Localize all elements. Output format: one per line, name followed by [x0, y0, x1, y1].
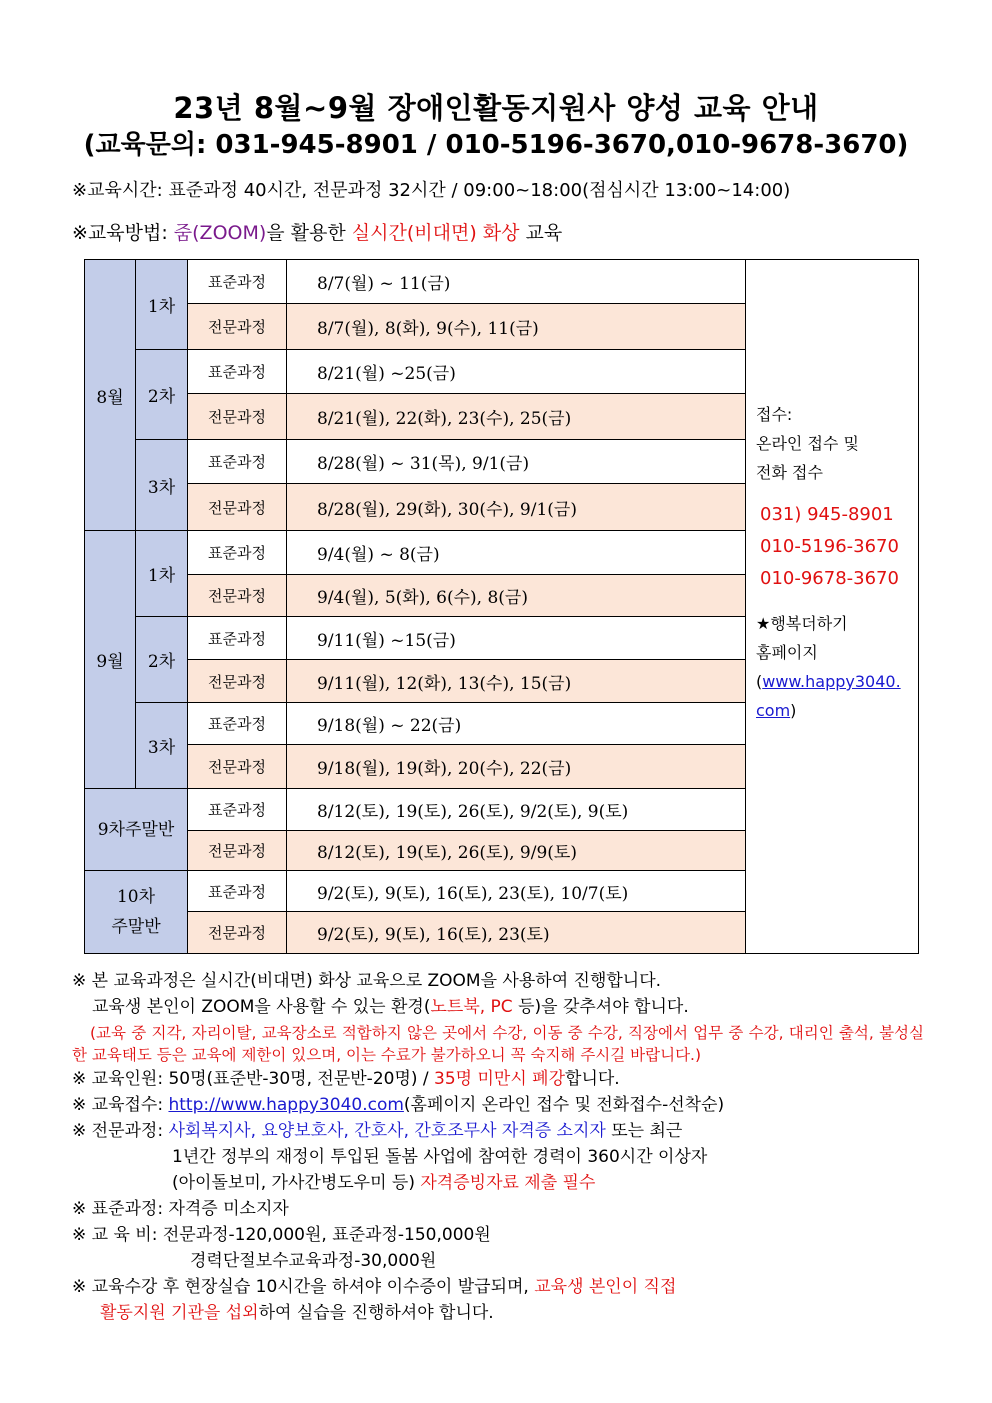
pro-course-line3: [72, 1170, 924, 1196]
round-cell: 1차: [136, 260, 188, 350]
apply-text: ※ 교육접수:: [72, 1095, 169, 1115]
contact-line3: 전화 접수: [756, 463, 823, 482]
inquiry-phones: (교육문의: 031-945-8901 / 010-5196-3670,010-9678-3670): [83, 130, 909, 160]
pro-line3-required: 자격증빙자료 제출 필수: [420, 1173, 596, 1193]
capacity-text: ※ 교육인원: 50명(표준반-30명, 전문반-20명) /: [72, 1069, 435, 1089]
notes-section: [72, 968, 924, 1326]
course-dates: 8/28(월) ~ 31(목), 9/1(금): [287, 440, 746, 484]
table-row: [85, 260, 919, 304]
method-zoom: 줌(ZOOM): [173, 222, 267, 244]
standard-course-note: ※ 표준과정: 자격증 미소지자: [72, 1199, 289, 1219]
month-cell: 9월: [85, 531, 136, 789]
page-title: 23년 8월~9월 장애인활동지원사 양성 교육 안내: [173, 91, 819, 125]
weekend-label-line2: 주말반: [111, 917, 161, 937]
practice-note: [72, 1274, 924, 1300]
month-cell: 8월: [85, 260, 136, 531]
capacity-end: 합니다.: [565, 1069, 620, 1089]
course-type: 표준과정: [188, 350, 287, 394]
course-dates: 8/12(토), 19(토), 26(토), 9/2(토), 9(토): [287, 789, 746, 831]
schedule-table: [84, 259, 919, 954]
contact-line1: 접수:: [756, 405, 793, 424]
course-dates: 9/2(토), 9(토), 16(토), 23(토): [287, 912, 746, 954]
zoom-note: ※ 본 교육과정은 실시간(비대면) 화상 교육으로 ZOOM을 사용하여 진행합니다.: [72, 971, 662, 991]
course-dates: 9/11(월), 12(화), 13(수), 15(금): [287, 660, 746, 703]
method-suffix: 교육: [519, 222, 563, 244]
contact-phone: 010-9678-3670: [760, 568, 899, 589]
education-time: ※교육시간: 표준과정 40시간, 전문과정 32시간 / 09:00~18:00(점심시간 13:00~14:00): [72, 180, 791, 201]
course-dates: 8/7(월), 8(화), 9(수), 11(금): [287, 304, 746, 350]
course-type: 전문과정: [188, 484, 287, 531]
homepage-line1: ★행복더하기: [756, 614, 848, 633]
course-type: 전문과정: [188, 575, 287, 617]
course-type: 전문과정: [188, 660, 287, 703]
course-dates: 9/4(월), 5(화), 6(수), 8(금): [287, 575, 746, 617]
course-dates: 8/21(월), 22(화), 23(수), 25(금): [287, 394, 746, 440]
course-dates: 8/7(월) ~ 11(금): [287, 260, 746, 304]
practice-line2-red: 활동지원 기관을 섭외: [100, 1303, 259, 1323]
course-type: 표준과정: [188, 440, 287, 484]
apply-url-link[interactable]: http://www.happy3040.com: [168, 1095, 404, 1115]
course-type: 전문과정: [188, 394, 287, 440]
contact-phone: 031) 945-8901: [760, 504, 894, 525]
method-middle: 을 활용한: [266, 222, 352, 244]
round-cell: 2차: [136, 350, 188, 440]
method-realtime: 실시간(비대면) 화상: [351, 222, 520, 244]
zoom-requirement: [72, 994, 924, 1020]
fee-line1: ※ 교 육 비: 전문과정-120,000원, 표준과정-150,000원: [72, 1225, 491, 1245]
course-type: 표준과정: [188, 703, 287, 745]
course-type: 표준과정: [188, 260, 287, 304]
pro-course-line2: 1년간 정부의 재정이 투입된 돌봄 사업에 참여한 경력이 360시간 이상자: [172, 1147, 708, 1167]
fee-line2: 경력단절보수교육과정-30,000원: [190, 1251, 437, 1271]
pro-text: ※ 전문과정:: [72, 1121, 169, 1141]
contact-cell: [746, 260, 919, 954]
pro-end: 또는 최근: [605, 1121, 683, 1141]
homepage-link[interactable]: (www.happy3040.: [756, 672, 901, 691]
weekend-label-line1: 10차: [116, 887, 156, 907]
course-type: 전문과정: [188, 304, 287, 350]
course-dates: 8/21(월) ~25(금): [287, 350, 746, 394]
capacity-note: [72, 1066, 924, 1092]
course-dates: 9/18(월), 19(화), 20(수), 22(금): [287, 745, 746, 789]
course-dates: 8/28(월), 29(화), 30(수), 9/1(금): [287, 484, 746, 531]
homepage-link-end[interactable]: com): [756, 701, 797, 720]
homepage-line2: 홈페이지: [756, 643, 818, 662]
course-dates: 9/11(월) ~15(금): [287, 617, 746, 660]
homepage-url-2[interactable]: com: [756, 701, 791, 720]
education-method: [72, 218, 562, 245]
method-prefix: ※교육방법:: [72, 222, 174, 244]
practice-line2: [72, 1300, 924, 1326]
contact-line2: 온라인 접수 및: [756, 434, 859, 453]
course-dates: 8/12(토), 19(토), 26(토), 9/9(토): [287, 831, 746, 871]
pro-course-note: [72, 1118, 924, 1144]
practice-line2-end: 하여 실습을 진행하셔야 합니다.: [258, 1303, 494, 1323]
practice-text: ※ 교육수강 후 현장실습 10시간을 하셔야 이수증이 발급되며,: [72, 1277, 535, 1297]
capacity-cancel: 35명 미만시 폐강: [434, 1069, 566, 1089]
course-dates: 9/4(월) ~ 8(금): [287, 531, 746, 575]
course-type: 표준과정: [188, 871, 287, 912]
apply-end: (홈페이지 온라인 접수 및 전화접수-선착순): [403, 1095, 725, 1115]
course-dates: 9/2(토), 9(토), 16(토), 23(토), 10/7(토): [287, 871, 746, 912]
round-cell: 3차: [136, 440, 188, 531]
attendance-warning: (교육 중 지각, 자리이탈, 교육장소로 적합하지 않은 곳에서 수강, 이동 중 수강, 직장에서 업무 중 수강, 대리인 출석, 불성실한 교육태도 등은 교육에 제한이 있으며, 이는 수료가 불가하오니 꼭 숙지해 주시길 바랍니다.): [72, 1024, 924, 1064]
round-cell: 1차: [136, 531, 188, 617]
pro-line3-text: (아이돌보미, 가사간병도우미 등): [172, 1173, 421, 1193]
practice-red: 교육생 본인이 직접: [534, 1277, 677, 1297]
zoom-req-text: 교육생 본인이 ZOOM을 사용할 수 있는 환경(: [92, 997, 431, 1017]
zoom-req-end: 등)을 갖추셔야 합니다.: [512, 997, 689, 1017]
weekend-label: [85, 871, 188, 954]
course-type: 표준과정: [188, 617, 287, 660]
homepage-url-1[interactable]: www.happy3040.: [762, 672, 901, 691]
pro-qualifications: 사회복지사, 요양보호사, 간호사, 간호조무사 자격증 소지자: [168, 1121, 606, 1141]
round-cell: 2차: [136, 617, 188, 703]
course-type: 전문과정: [188, 745, 287, 789]
contact-phone: 010-5196-3670: [760, 536, 899, 557]
round-cell: 3차: [136, 703, 188, 789]
course-type: 표준과정: [188, 531, 287, 575]
zoom-req-devices: 노트북, PC: [430, 997, 513, 1017]
course-dates: 9/18(월) ~ 22(금): [287, 703, 746, 745]
course-type: 표준과정: [188, 789, 287, 831]
weekend-label: 9차주말반: [85, 789, 188, 871]
apply-note: [72, 1092, 924, 1118]
course-type: 전문과정: [188, 912, 287, 954]
course-type: 전문과정: [188, 831, 287, 871]
